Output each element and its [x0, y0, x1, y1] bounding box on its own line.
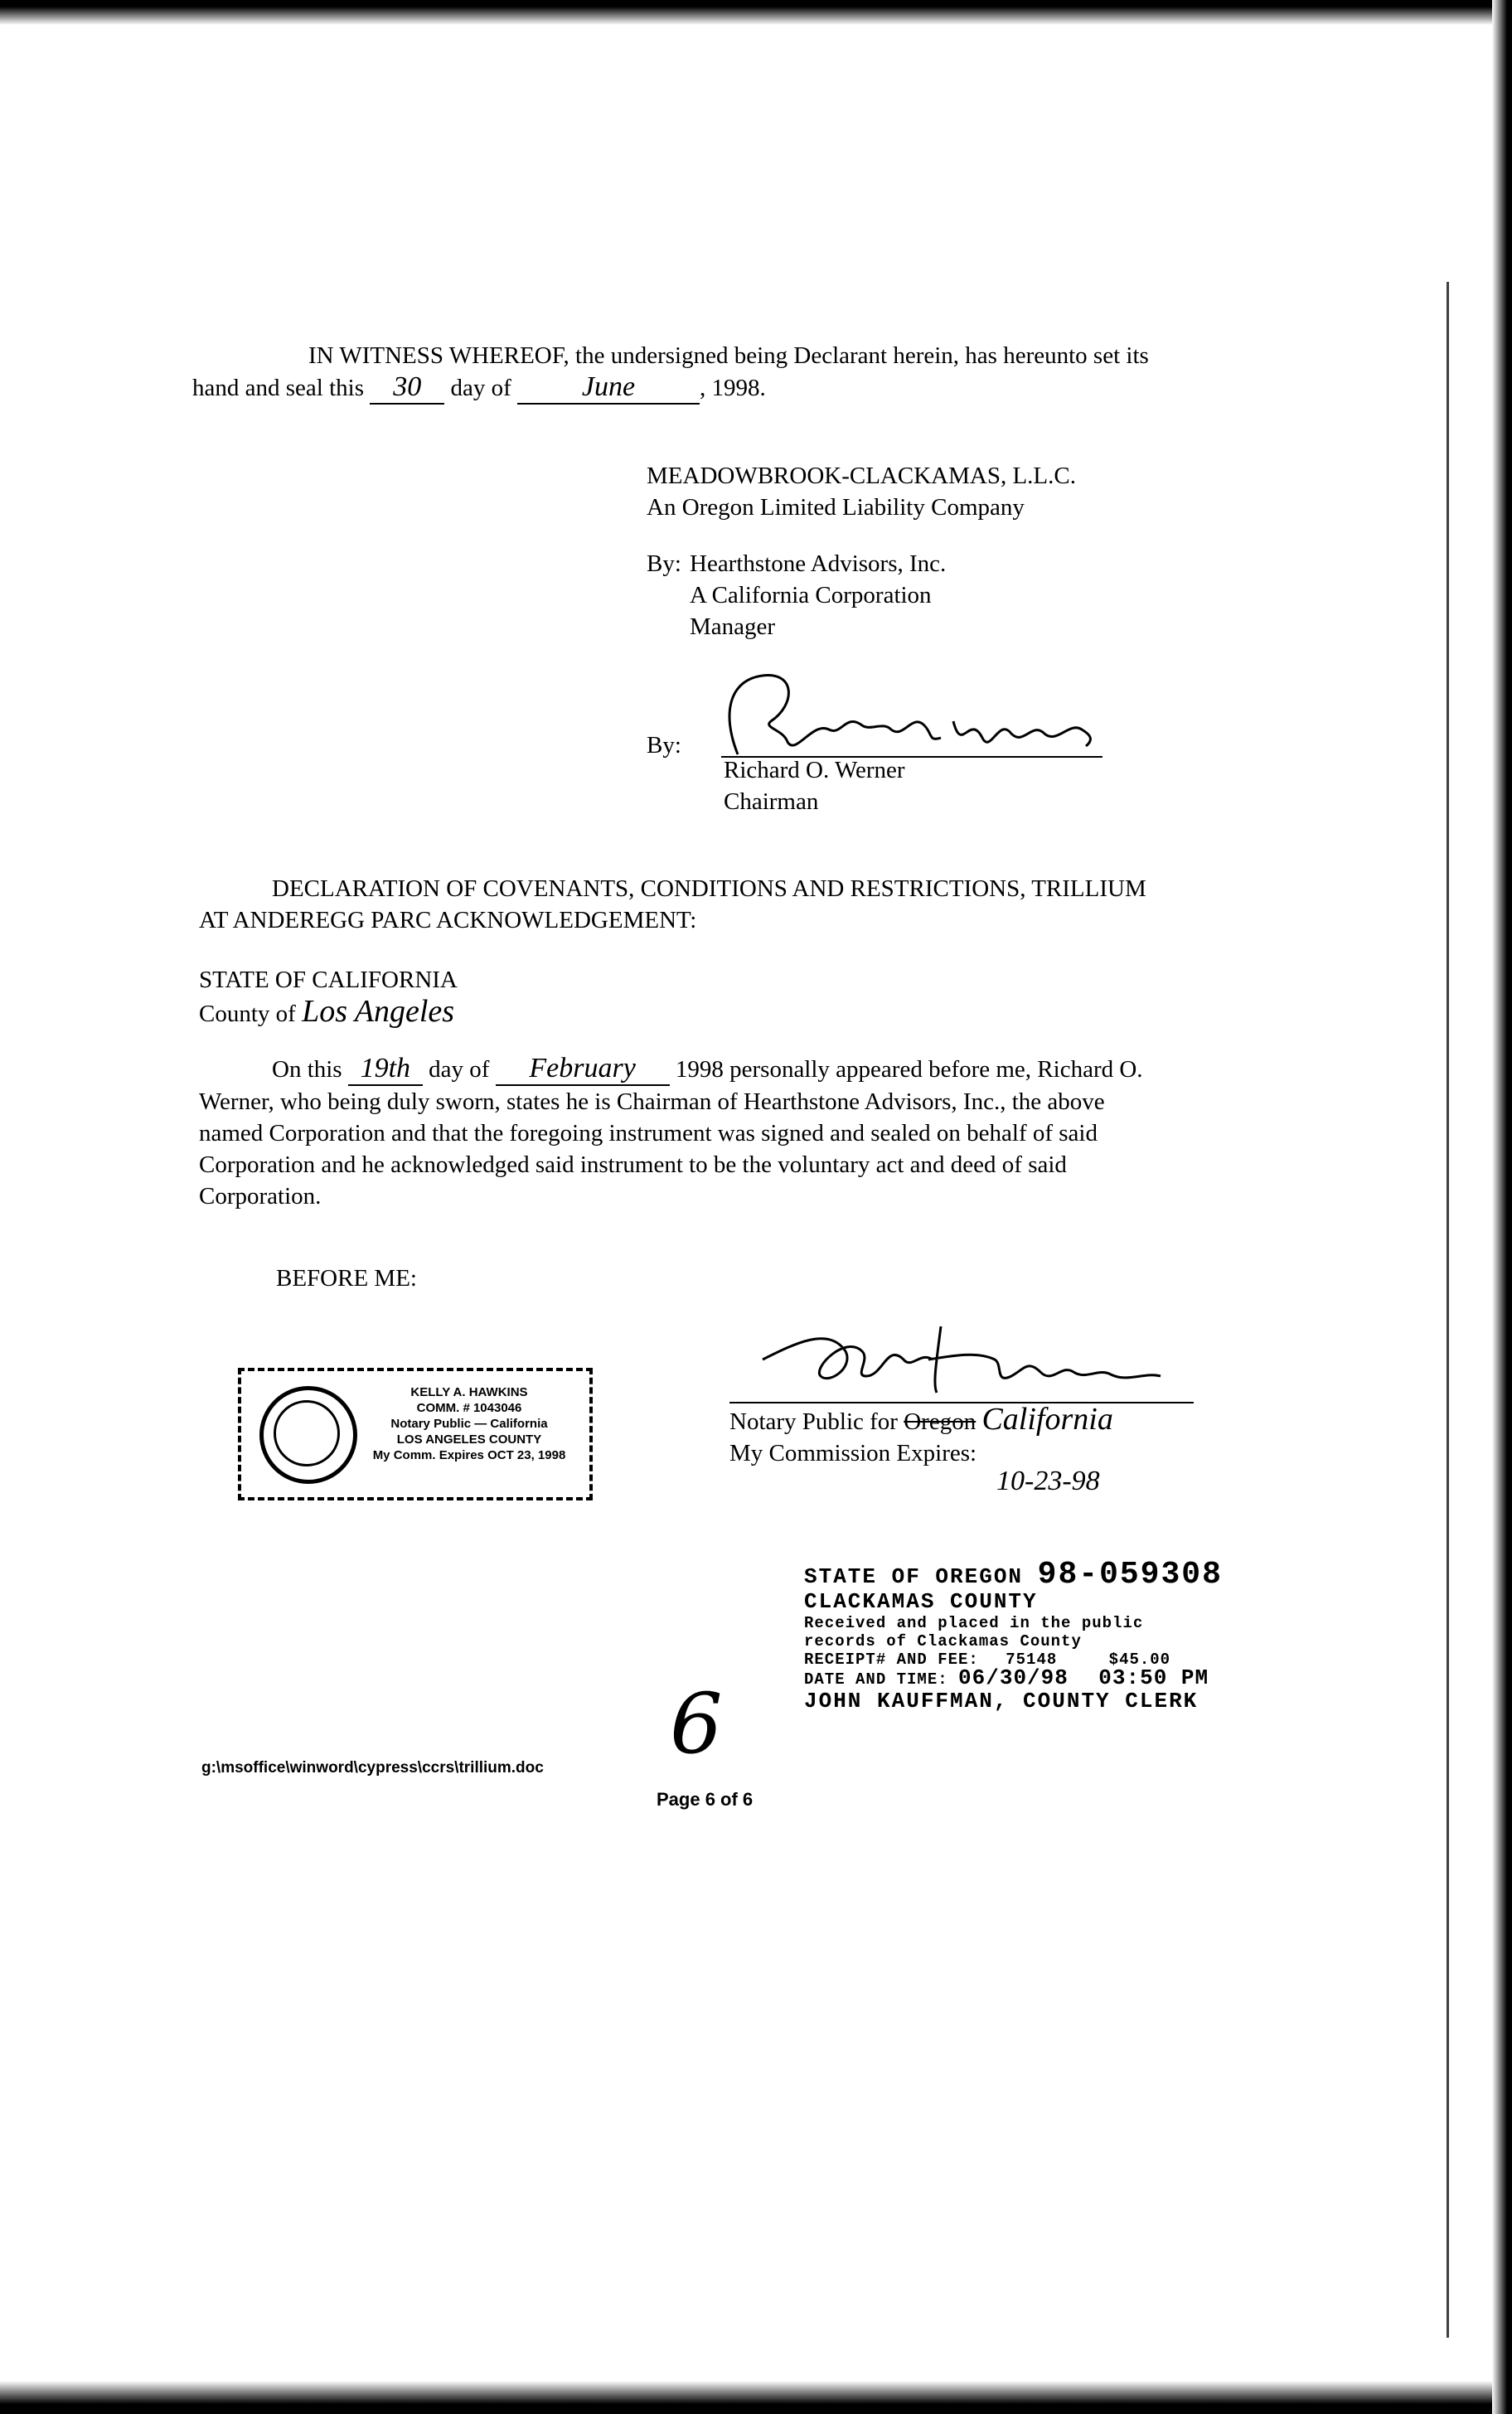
recording-datetime-label: DATE AND TIME: — [804, 1670, 948, 1689]
signer-title: Chairman — [724, 788, 819, 815]
signer-block — [724, 754, 905, 817]
witness-dayof: day of — [450, 375, 511, 401]
footer-page: Page 6 of 6 — [657, 1789, 754, 1810]
declarant-block — [647, 460, 1227, 642]
notary-seal-county: LOS ANGELES COUNTY — [396, 1432, 542, 1447]
declarant-name: MEADOWBROOK-CLACKAMAS, L.L.C. — [647, 463, 1076, 489]
ack-heading-line-2: AT ANDEREGG PARC ACKNOWLEDGEMENT: — [199, 907, 697, 933]
notary-seal-text — [357, 1384, 581, 1463]
recording-fee: $45.00 — [1108, 1651, 1171, 1669]
notary-struck-state: Oregon — [904, 1408, 976, 1435]
ack-line-2: Werner, who being duly sworn, states he is Chairman of Hearthstone Advisors, Inc., the above — [199, 1088, 1105, 1115]
manager-role: Manager — [690, 613, 776, 640]
recording-number: 98-059308 — [1037, 1557, 1223, 1592]
notary-seal-emblem — [259, 1386, 357, 1484]
before-me: BEFORE ME: — [276, 1265, 417, 1292]
by2-label: By: — [647, 732, 681, 759]
recording-line-1 — [804, 1557, 1335, 1592]
notary-seal-stamp — [238, 1368, 593, 1500]
witness-clause — [192, 340, 1179, 405]
recording-date: 06/30/98 — [958, 1665, 1069, 1690]
manager-block — [647, 548, 1227, 642]
recording-receipt-label: RECEIPT# AND FEE: — [804, 1651, 979, 1669]
notary-commission-line — [729, 1437, 1243, 1469]
ack-line-3: named Corporation and that the foregoing instrument was signed and sealed on behalf of said — [199, 1120, 1098, 1146]
ack-line-5: Corporation. — [199, 1183, 322, 1209]
witness-line-1: IN WITNESS WHEREOF, the undersigned being Declarant herein, has hereunto set its — [308, 342, 1149, 369]
scan-right-rule — [1447, 282, 1449, 2338]
ack-day: 19th — [348, 1053, 423, 1086]
ack-line-1 — [199, 1053, 1181, 1086]
witness-month: June — [517, 371, 700, 405]
recording-receipt — [804, 1651, 1335, 1669]
recording-datetime — [804, 1665, 1335, 1690]
notary-public-line — [729, 1403, 1243, 1437]
signer-name: Richard O. Werner — [724, 757, 905, 783]
recording-time: 03:50 PM — [1098, 1665, 1209, 1690]
venue-block — [199, 964, 779, 1030]
recording-stamp — [804, 1557, 1335, 1714]
venue-county-line — [199, 996, 779, 1030]
witness-line-2 — [192, 371, 1179, 405]
notary-seal-inner-ring — [274, 1400, 340, 1466]
recording-county: CLACKAMAS COUNTY — [804, 1589, 1038, 1614]
recording-clerk: JOHN KAUFFMAN, COUNTY CLERK — [804, 1689, 1199, 1714]
venue-county-label: County of — [199, 1001, 296, 1027]
ack-line-4: Corporation and he acknowledged said instrument to be the voluntary act and deed of said — [199, 1151, 1067, 1178]
recording-received: Received and placed in the public — [804, 1614, 1144, 1632]
notary-seal-comm: COMM. # 1043046 — [416, 1401, 522, 1415]
notary-seal-title: Notary Public — California — [390, 1417, 548, 1431]
notary-block — [729, 1403, 1243, 1497]
werner-signature — [705, 663, 1102, 761]
venue-state: STATE OF CALIFORNIA — [199, 967, 458, 993]
handwritten-page-mark: 6 — [670, 1675, 723, 1772]
notary-seal-expires: My Comm. Expires OCT 23, 1998 — [372, 1448, 566, 1462]
ack-dayof: day of — [429, 1056, 490, 1083]
ack-body — [199, 1053, 1181, 1212]
declarant-type: An Oregon Limited Liability Company — [647, 494, 1025, 521]
manager-name: Hearthstone Advisors, Inc. — [690, 550, 947, 577]
recording-records: records of Clackamas County — [804, 1632, 1082, 1651]
notary-commission-date: 10-23-98 — [996, 1466, 1100, 1496]
ack-heading-line-1: DECLARATION OF COVENANTS, CONDITIONS AND RESTRICTIONS, TRILLIUM — [272, 875, 1146, 902]
notary-seal-name: KELLY A. HAWKINS — [410, 1385, 528, 1399]
venue-county: Los Angeles — [302, 994, 455, 1029]
witness-day: 30 — [370, 371, 444, 405]
werner-signature-svg — [705, 663, 1102, 761]
recording-state: STATE OF OREGON — [804, 1564, 1024, 1589]
by-label: By: — [647, 550, 681, 577]
footer-path: g:\msoffice\winword\cypress\ccrs\trillium.doc — [201, 1759, 544, 1777]
notary-state: California — [981, 1402, 1113, 1437]
manager-type: A California Corporation — [690, 582, 932, 608]
notary-commission-label: My Commission Expires: — [729, 1440, 977, 1466]
recording-receipt-no: 75148 — [1006, 1651, 1058, 1669]
witness-prefix: hand and seal this — [192, 375, 364, 401]
ack-heading — [199, 873, 1194, 936]
scan-bottom-edge — [0, 2381, 1512, 2414]
witness-year: , 1998. — [700, 375, 766, 401]
notary-signature — [729, 1310, 1194, 1409]
ack-prefix: On this — [272, 1056, 342, 1083]
ack-month: February — [496, 1053, 670, 1086]
notary-public-label: Notary Public for — [729, 1408, 898, 1435]
scan-top-edge — [0, 0, 1512, 33]
notary-signature-svg — [729, 1310, 1194, 1409]
ack-line1-rest: 1998 personally appeared before me, Richard O. — [675, 1056, 1143, 1083]
scan-right-edge — [1492, 0, 1512, 2414]
